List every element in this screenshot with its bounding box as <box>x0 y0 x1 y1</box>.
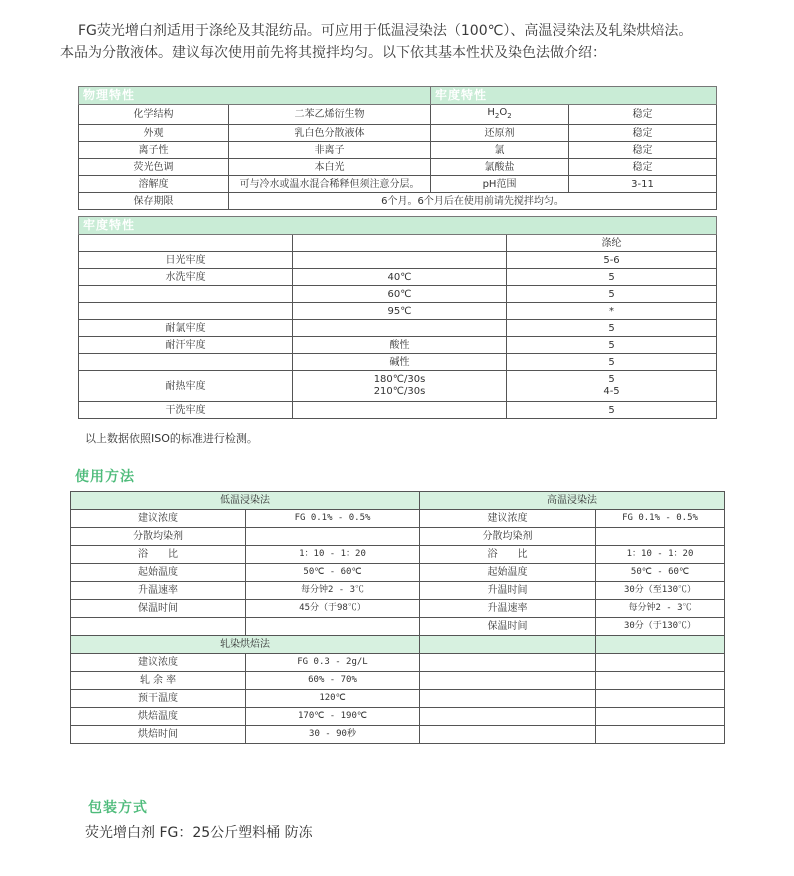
table-row <box>79 125 717 142</box>
value-210: 4-5 <box>603 386 620 397</box>
table-row <box>71 600 725 618</box>
row-value: 每分钟2 - 3℃ <box>596 600 725 618</box>
row-value <box>596 528 725 546</box>
row-label: 荧光色调 <box>79 159 229 176</box>
row-value: 30 - 90秒 <box>246 726 420 744</box>
intro-line-2: 本品为分散液体。建议每次使用前先将其搅拌均匀。以下依其基本性状及染色法做介绍： <box>60 45 606 61</box>
row-label: 分散均染剂 <box>71 528 246 546</box>
row-value: 5 <box>507 320 717 337</box>
row-label: 保温时间 <box>420 618 596 636</box>
row-condition <box>293 252 507 269</box>
row-value: 可与冷水或温水混合稀释但须注意分层。 <box>229 176 431 193</box>
row-value: 30分（于130℃） <box>596 618 725 636</box>
row-value: 45分（于98℃） <box>246 600 420 618</box>
intro-text <box>60 20 760 64</box>
row-label: 升温速率 <box>420 600 596 618</box>
empty-cell <box>596 672 725 690</box>
resistance-header: 牢度特性 <box>431 87 717 105</box>
condition-210: 210℃/30s <box>373 386 426 397</box>
row-value: 非离子 <box>229 142 431 159</box>
table-row <box>71 510 725 528</box>
table-row <box>79 269 717 286</box>
row-value: 30分（至130℃） <box>596 582 725 600</box>
row-value: 稳定 <box>569 105 717 125</box>
table-row <box>79 371 717 402</box>
row-value: 本白光 <box>229 159 431 176</box>
empty-cell <box>420 636 596 654</box>
empty-cell <box>596 636 725 654</box>
empty-cell <box>293 402 507 419</box>
table-row <box>79 320 717 337</box>
row-label: 浴 比 <box>420 546 596 564</box>
table-row <box>79 303 717 320</box>
row-value: 5 <box>507 269 717 286</box>
table-row <box>71 726 725 744</box>
row-value: 稳定 <box>569 159 717 176</box>
row-value: 5 <box>507 286 717 303</box>
table-row <box>71 708 725 726</box>
table-row <box>71 546 725 564</box>
row-value: 6个月。6个月后在使用前请先搅拌均匀。 <box>229 193 717 210</box>
row-value: 乳白色分散液体 <box>229 125 431 142</box>
packaging-text: 荧光增白剂 FG：25公斤塑料桶 防冻 <box>85 825 313 841</box>
row-value: 5 <box>507 354 717 371</box>
table-row <box>79 354 717 371</box>
row-value: 60% - 70% <box>246 672 420 690</box>
fastness-header: 牢度特性 <box>79 217 717 235</box>
row-value: 稳定 <box>569 125 717 142</box>
empty-cell <box>79 235 293 252</box>
row-label: 耐热牢度 <box>79 371 293 402</box>
table-row <box>71 564 725 582</box>
row-condition <box>293 371 507 402</box>
row-label: 水洗牢度 <box>79 269 293 286</box>
empty-cell <box>420 654 596 672</box>
row-label: 干洗牢度 <box>79 402 293 419</box>
table-row <box>71 492 725 510</box>
row-label <box>79 354 293 371</box>
condition-180: 180℃/30s <box>373 374 426 385</box>
table-row <box>79 235 717 252</box>
empty-cell <box>420 690 596 708</box>
table-row <box>71 582 725 600</box>
row-label: 耐汗牢度 <box>79 337 293 354</box>
empty-cell <box>596 708 725 726</box>
table-row <box>79 193 717 210</box>
table-row <box>79 252 717 269</box>
packaging-title: 包装方式 <box>88 800 148 816</box>
row-label: 氯 <box>431 142 569 159</box>
row-condition <box>293 320 507 337</box>
row-label: pH范围 <box>431 176 569 193</box>
empty-cell <box>420 726 596 744</box>
row-value: 5-6 <box>507 252 717 269</box>
row-label: 耐氯牢度 <box>79 320 293 337</box>
table-row <box>79 286 717 303</box>
row-label: 保温时间 <box>71 600 246 618</box>
row-value: 每分钟2 - 3℃ <box>246 582 420 600</box>
row-condition: 60℃ <box>293 286 507 303</box>
table-row <box>71 690 725 708</box>
table-row <box>79 402 717 419</box>
row-value: FG 0.1% - 0.5% <box>246 510 420 528</box>
iso-note: 以上数据依照ISO的标准进行检测。 <box>85 432 258 445</box>
usage-title: 使用方法 <box>75 469 135 485</box>
intro-line-1: FG荧光增白剂适用于涤纶及其混纺品。可应用于低温浸染法（100℃）、高温浸染法及轧染烘焙法。 <box>78 23 693 39</box>
row-label: 浴 比 <box>71 546 246 564</box>
row-label: 升温时间 <box>420 582 596 600</box>
table-row <box>79 142 717 159</box>
row-label: 化学结构 <box>79 105 229 125</box>
row-value: 50℃ - 60℃ <box>246 564 420 582</box>
row-condition: 碱性 <box>293 354 507 371</box>
row-label: 溶解度 <box>79 176 229 193</box>
row-label: 建议浓度 <box>71 510 246 528</box>
row-value: 50℃ - 60℃ <box>596 564 725 582</box>
row-value <box>246 528 420 546</box>
row-label: 预干温度 <box>71 690 246 708</box>
row-condition: 酸性 <box>293 337 507 354</box>
empty-cell <box>596 654 725 672</box>
empty-cell <box>420 708 596 726</box>
row-label: 起始温度 <box>420 564 596 582</box>
pad-dry-title: 轧染烘焙法 <box>71 636 420 654</box>
table-row <box>71 636 725 654</box>
row-label: 日光牢度 <box>79 252 293 269</box>
physical-header: 物理特性 <box>79 87 431 105</box>
row-condition: 95℃ <box>293 303 507 320</box>
row-label <box>71 618 246 636</box>
row-label: 建议浓度 <box>71 654 246 672</box>
row-value: 170℃ - 190℃ <box>246 708 420 726</box>
row-value: 5 <box>507 337 717 354</box>
row-label: 起始温度 <box>71 564 246 582</box>
row-value: 1：10 - 1：20 <box>596 546 725 564</box>
row-label: 烘焙时间 <box>71 726 246 744</box>
row-label: 还原剂 <box>431 125 569 142</box>
table-row <box>79 176 717 193</box>
row-label: 氯酸盐 <box>431 159 569 176</box>
table-row <box>71 528 725 546</box>
row-value: * <box>507 303 717 320</box>
row-label <box>79 286 293 303</box>
row-label: 升温速率 <box>71 582 246 600</box>
high-temp-title: 高温浸染法 <box>420 492 725 510</box>
row-value <box>246 618 420 636</box>
table-row <box>71 672 725 690</box>
table-row <box>71 618 725 636</box>
empty-cell <box>420 672 596 690</box>
row-value <box>507 371 717 402</box>
row-label: 烘焙温度 <box>71 708 246 726</box>
row-value: 稳定 <box>569 142 717 159</box>
physical-properties-table <box>78 86 716 210</box>
row-label: 外观 <box>79 125 229 142</box>
row-value: 120℃ <box>246 690 420 708</box>
empty-cell <box>596 690 725 708</box>
row-label: 保存期限 <box>79 193 229 210</box>
row-condition: 40℃ <box>293 269 507 286</box>
empty-cell <box>596 726 725 744</box>
table-row <box>79 105 717 125</box>
table-row <box>71 654 725 672</box>
row-label: 离子性 <box>79 142 229 159</box>
row-value: 5 <box>507 402 717 419</box>
value-180: 5 <box>608 374 615 385</box>
row-label: 建议浓度 <box>420 510 596 528</box>
row-value: FG 0.3 - 2g/L <box>246 654 420 672</box>
row-value: 二苯乙烯衍生物 <box>229 105 431 125</box>
row-label: 轧 余 率 <box>71 672 246 690</box>
row-value: 1：10 - 1：20 <box>246 546 420 564</box>
row-label: $H_2O_2$ <box>431 105 569 125</box>
fastness-table <box>78 216 716 419</box>
column-header: 涤纶 <box>507 235 717 252</box>
low-temp-title: 低温浸染法 <box>71 492 420 510</box>
table-row <box>79 337 717 354</box>
empty-cell <box>293 235 507 252</box>
usage-table <box>70 491 724 744</box>
row-value: 3-11 <box>569 176 717 193</box>
row-value: FG 0.1% - 0.5% <box>596 510 725 528</box>
row-label: 分散均染剂 <box>420 528 596 546</box>
table-row <box>79 159 717 176</box>
row-label <box>79 303 293 320</box>
